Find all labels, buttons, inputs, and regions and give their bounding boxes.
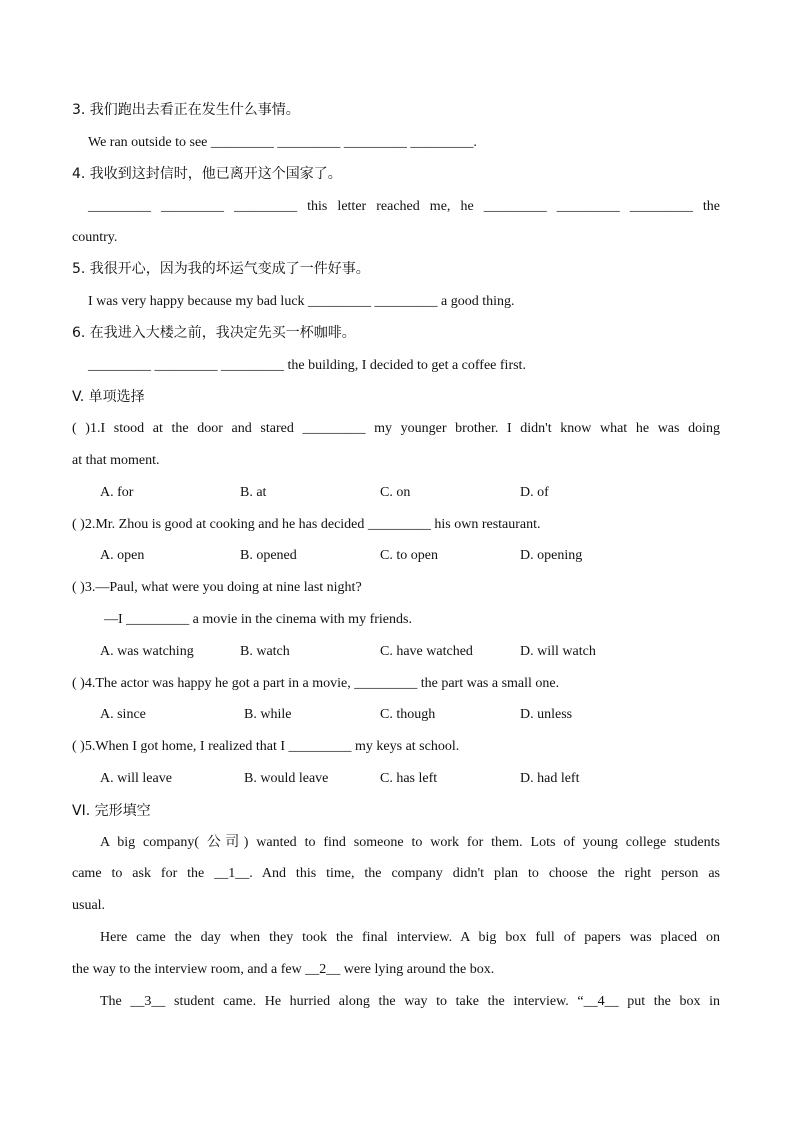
mc-q2-option-a: A. open — [100, 548, 145, 563]
mc-q1-option-d: D. of — [520, 485, 549, 500]
q6-prompt: 6. 在我进入大楼之前，我决定先买一杯咖啡。 — [72, 325, 356, 341]
mc-q5-option-c: C. has left — [380, 771, 438, 786]
q4-answer-line: _________ _________ _________ this letter reached me, he _________ _________ _________ the — [88, 199, 720, 214]
mc-q5-option-a: A. will leave — [100, 771, 172, 786]
mc-q4-stem: ( )4.The actor was happy he got a part in a movie, _________ the part was a small one. — [72, 676, 560, 691]
mc-q4-option-d: D. unless — [520, 707, 573, 722]
section-5-heading: V. 单项选择 — [72, 389, 145, 405]
q5-prompt: 5. 我很开心，因为我的坏运气变成了一件好事。 — [72, 261, 370, 277]
mc-q3-option-b: B. watch — [240, 644, 290, 659]
q4-prompt: 4. 我收到这封信时，他已离开这个国家了。 — [72, 166, 342, 182]
q4-answer-continuation: country. — [72, 230, 118, 245]
mc-q4-option-a: A. since — [100, 707, 146, 722]
mc-q2-option-c: C. to open — [380, 548, 438, 563]
mc-q1-option-b: B. at — [240, 485, 267, 500]
mc-q1-stem-continuation: at that moment. — [72, 453, 160, 468]
cloze-line: A big company( 公司) wanted to find someone to work for them. Lots of young college students — [100, 835, 720, 850]
mc-q1-option-c: C. on — [380, 485, 411, 500]
section-6-heading: VI. 完形填空 — [72, 803, 151, 819]
cloze-line: The __3__ student came. He hurried along the way to take the interview. “__4__ put the box in — [100, 994, 720, 1009]
cloze-line: came to ask for the __1__. And this time, the company didn't plan to choose the right person as — [72, 866, 720, 881]
cloze-line: usual. — [72, 898, 106, 913]
mc-q3-option-c: C. have watched — [380, 644, 473, 659]
mc-q2-stem: ( )2.Mr. Zhou is good at cooking and he has decided _________ his own restaurant. — [72, 517, 541, 532]
cloze-line: the way to the interview room, and a few __2__ were lying around the box. — [72, 962, 495, 977]
mc-q4-option-c: C. though — [380, 707, 436, 722]
mc-q4-option-b: B. while — [244, 707, 292, 722]
mc-q5-stem: ( )5.When I got home, I realized that I _________ my keys at school. — [72, 739, 460, 754]
q3-answer-line: We ran outside to see _________ _________ _________ _________. — [88, 135, 477, 150]
q6-answer-line: _________ _________ _________ the building, I decided to get a coffee first. — [88, 358, 526, 373]
mc-q5-option-b: B. would leave — [244, 771, 329, 786]
mc-q3-stem: ( )3.—Paul, what were you doing at nine last night? — [72, 580, 362, 595]
q3-prompt: 3. 我们跑出去看正在发生什么事情。 — [72, 102, 300, 118]
mc-q3-option-a: A. was watching — [100, 644, 194, 659]
mc-q3-option-d: D. will watch — [520, 644, 596, 659]
mc-q1-option-a: A. for — [100, 485, 134, 500]
cloze-line: Here came the day when they took the final interview. A big box full of papers was placed on — [100, 930, 720, 945]
q5-answer-line: I was very happy because my bad luck _________ _________ a good thing. — [88, 294, 515, 309]
mc-q2-option-d: D. opening — [520, 548, 583, 563]
mc-q1-stem: ( )1.I stood at the door and stared _________ my younger brother. I didn't know what he was doing — [72, 421, 720, 436]
mc-q5-option-d: D. had left — [520, 771, 580, 786]
mc-q3-stem-continuation: —I _________ a movie in the cinema with my friends. — [104, 612, 412, 627]
mc-q2-option-b: B. opened — [240, 548, 297, 563]
